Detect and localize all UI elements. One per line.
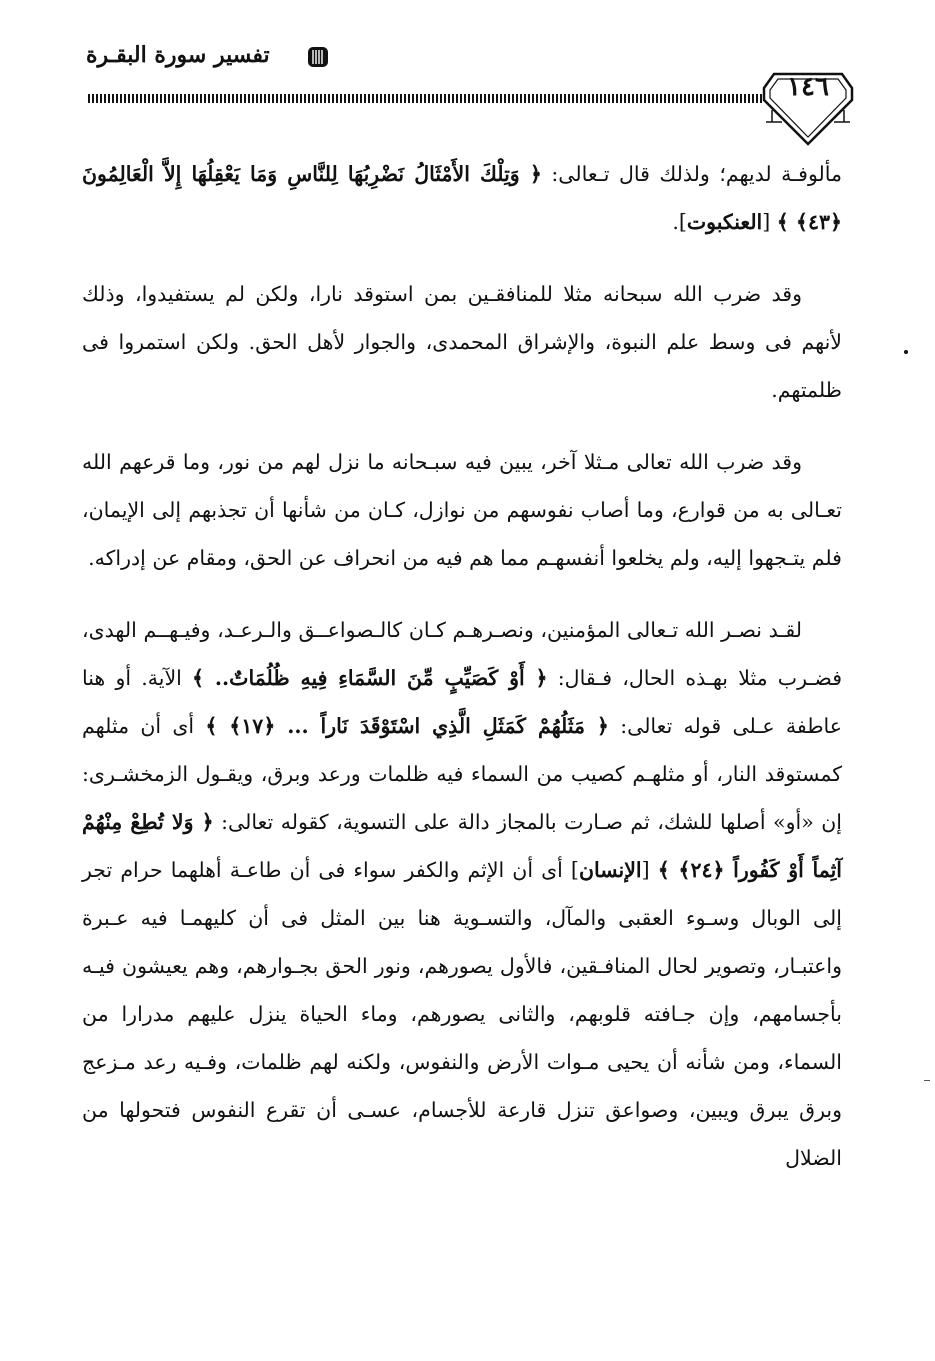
page-body — [82, 150, 842, 1206]
paragraph — [82, 606, 842, 1182]
surah-name: العنكبوت — [686, 210, 763, 234]
paragraph-text: وقد ضرب الله سبحانه مثلا للمنافقـين بمن استوقد نارا، ولكن لم يستفيدوا، وذلك لأنهم فى وسط علم النبوة، والإشراق المحمدى، والجوار لأهل الحق. ولكن استمروا فى ظلمتهم. — [82, 282, 842, 402]
header-rule — [88, 94, 764, 103]
book-title: تفسير سورة البقـرة — [86, 42, 270, 68]
ornament-icon — [305, 44, 331, 70]
paragraph — [82, 438, 842, 582]
margin-mark — [924, 1080, 930, 1081]
paragraph-text: لقـد نصـر الله تـعالى المؤمنين، ونصـرهـم كـان كالـصواعــق والـرعـد، وفيـهــم الهدى، فضـرب مثلا بهـذه الحال، فـقال: — [82, 618, 842, 690]
quran-verse: ﴿ وَلا تُطِعْ مِنْهُمْ آثِماً أَوْ كَفُوراً ﴿٢٤﴾ ﴾ — [82, 810, 842, 882]
page-number: ١٤٦ — [787, 72, 829, 102]
margin-mark — [904, 350, 908, 354]
paragraph-text: الآية. أو هنا عاطفة عـلى قوله تعالى: — [82, 666, 842, 738]
quran-verse: ﴿ وَتِلْكَ الأَمْثَالُ نَضْرِبُهَا لِلنَّاسِ وَمَا يَعْقِلُهَا إِلاَّ الْعَالِمُونَ ﴿٤٣﴾ ﴾ — [82, 162, 842, 234]
surah-name: الإنسان — [578, 858, 642, 882]
quran-verse: ﴿ أَوْ كَصَيِّبٍ مِّنَ السَّمَاءِ فِيهِ ظُلُمَاتٌ.. ﴾ — [192, 666, 548, 690]
paragraph-text: [ — [762, 210, 777, 234]
paragraph-text: [ — [641, 858, 658, 882]
paragraph-text: أى أن مثلهم كمستوقد النار، أو مثلهـم كصيب من السماء فيه ظلمات ورعد وبرق، ويقـول الزمخشـرى: إن «أو» أصلها للشك، ثم صـارت بالمجاز دالة على التسوية، كقوله تعالى: — [82, 714, 842, 834]
paragraph-text: ] أى أن الإثم والكفر سواء فى أن طاعـة أهلهما حرام تجر إلى الوبال وسـوء العقبى والمآل، والتسـوية هنا بين المثل فى أن كليهمـا فيه عـبرة واعتبـار، وتصوير لحال المنافـقين، فالأول يصورهم، ونور الحق بجـوارهم، وهم يعيشون فيـه بأجسامهم، وإن جـافته قلوبهم، والثانى يصورهم، وماء الحياة ينزل عليهم مدرارا من السماء، ومن شأنه أن يحيى مـوات الأرض والنفوس، ولكنه لهم ظلمات، وفـيه رعد مـزعج وبرق يبرق ويبين، وصواعق تنزل قارعة للأجسام، عسـى أن تقرع النفوس فتحولها من الضلال — [82, 858, 842, 1170]
quran-verse: ﴿ مَثَلُهُمْ كَمَثَلِ الَّذِي اسْتَوْقَدَ نَاراً ... ﴿١٧﴾ ﴾ — [205, 714, 609, 738]
paragraph-text: مألوفـة لديهم؛ ولذلك قال تـعالى: — [541, 162, 843, 186]
paragraph — [82, 150, 842, 246]
paragraph-text: ]. — [672, 210, 687, 234]
paragraph — [82, 270, 842, 414]
paragraph-text: وقد ضرب الله تعالى مـثلا آخر، يبين فيه سبـحانه ما نزل لهم من نور، وما قرعهم الله تعـالى به من قوارع، وما أصاب نفوسهم من نوازل، كـان من شأنها أن تجذبهم إلى الإيمان، فلم يتـجهوا إليه، ولم يخلعوا أنفسهـم مما هم فيه من انحراف عن الحق، ومقام عن إدراكه. — [82, 450, 842, 570]
page-header — [0, 0, 935, 160]
